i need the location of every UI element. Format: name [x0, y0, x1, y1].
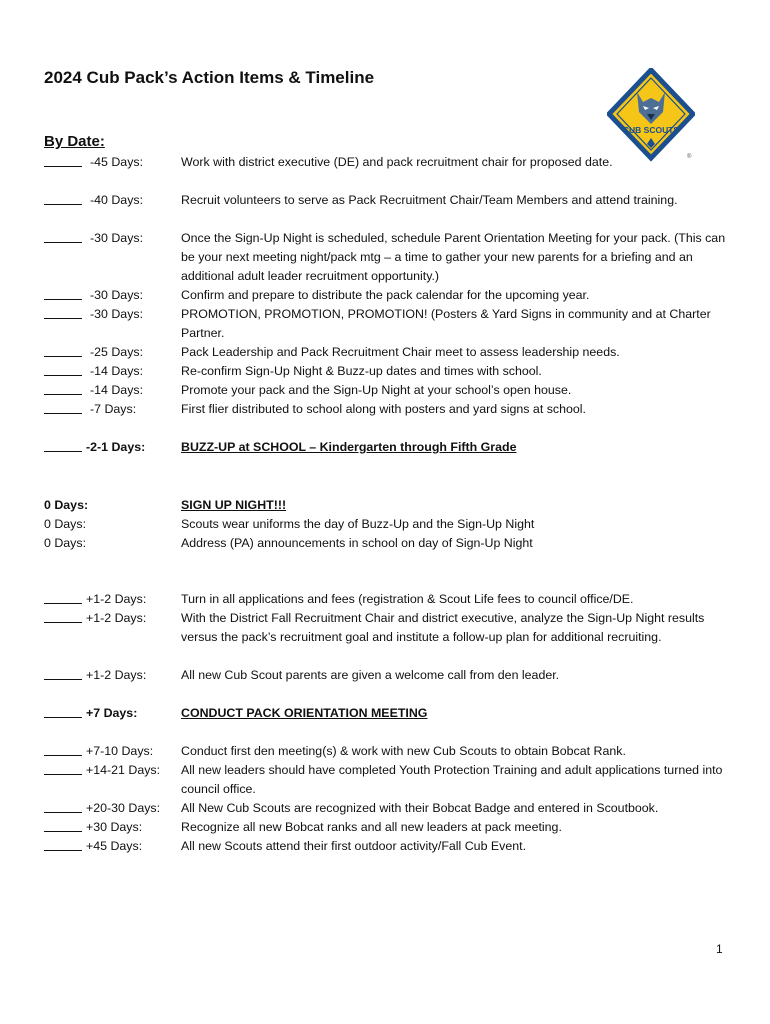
checkbox-blank-line [44, 704, 82, 718]
timeline-description: BUZZ-UP at SCHOOL – Kindergarten through Fifth Grade [181, 440, 517, 454]
timeline-description: Recruit volunteers to serve as Pack Recruitment Chair/Team Members and attend training. [181, 193, 678, 207]
timeline-days: 0 Days: [44, 498, 89, 512]
timeline-description: Re-confirm Sign-Up Night & Buzz-up dates and times with school. [181, 364, 542, 378]
timeline-days: -2-1 Days: [86, 440, 146, 454]
timeline-days: 0 Days: [44, 536, 87, 550]
checkbox-blank-line [44, 818, 82, 832]
timeline-description: PROMOTION, PROMOTION, PROMOTION! (Posters & Yard Signs in community and at Charter Partner. [181, 307, 711, 340]
checkbox-blank-line [44, 153, 82, 167]
timeline-days: -25 Days: [90, 345, 144, 359]
checkbox-blank-line [44, 609, 82, 623]
timeline-description: All New Cub Scouts are recognized with their Bobcat Badge and entered in Scoutbook. [181, 801, 659, 815]
timeline-days: -14 Days: [90, 383, 144, 397]
timeline-description: Confirm and prepare to distribute the pack calendar for the upcoming year. [181, 288, 590, 302]
timeline-description: All new leaders should have completed Youth Protection Training and adult applications turned into council office. [181, 763, 723, 796]
checkbox-blank-line [44, 742, 82, 756]
checkbox-blank-line [44, 191, 82, 205]
timeline-days: +1-2 Days: [86, 611, 147, 625]
timeline-days: +20-30 Days: [86, 801, 161, 815]
timeline-description: Conduct first den meeting(s) & work with new Cub Scouts to obtain Bobcat Rank. [181, 744, 626, 758]
timeline-description: All new Scouts attend their first outdoor activity/Fall Cub Event. [181, 839, 527, 853]
timeline-description: Once the Sign-Up Night is scheduled, schedule Parent Orientation Meeting for your pack. (This can be your next meeting night/pack mtg – a time to gather your new parents for a briefing and an additional adult leader recruitment opportunity.) [181, 231, 726, 283]
checkbox-blank-line [44, 837, 82, 851]
timeline-days: +45 Days: [86, 839, 143, 853]
timeline-days: 0 Days: [44, 517, 87, 531]
timeline-description: All new Cub Scout parents are given a welcome call from den leader. [181, 668, 560, 682]
timeline-days: -30 Days: [90, 231, 144, 245]
timeline-description: SIGN UP NIGHT!!! [181, 498, 287, 512]
timeline-description: Turn in all applications and fees (registration & Scout Life fees to council office/DE. [181, 592, 634, 606]
timeline-days: -30 Days: [90, 307, 144, 321]
timeline-days: +7-10 Days: [86, 744, 154, 758]
timeline-days: -14 Days: [90, 364, 144, 378]
timeline-description: Work with district executive (DE) and pack recruitment chair for proposed date. [181, 155, 613, 169]
timeline-days: +30 Days: [86, 820, 143, 834]
timeline-description: Scouts wear uniforms the day of Buzz-Up and the Sign-Up Night [181, 517, 535, 531]
checkbox-blank-line [44, 305, 82, 319]
checkbox-blank-line [44, 590, 82, 604]
timeline-description: Promote your pack and the Sign-Up Night at your school’s open house. [181, 383, 572, 397]
checkbox-blank-line [44, 362, 82, 376]
checkbox-blank-line [44, 286, 82, 300]
page-number: 1 [716, 942, 723, 956]
logo-wordmark: CUB SCOUTS [622, 125, 680, 135]
timeline-days: +14-21 Days: [86, 763, 161, 777]
checkbox-blank-line [44, 381, 82, 395]
timeline-description: First flier distributed to school along with posters and yard signs at school. [181, 402, 586, 416]
timeline-days: +7 Days: [86, 706, 138, 720]
checkbox-blank-line [44, 799, 82, 813]
timeline-description: Address (PA) announcements in school on day of Sign-Up Night [181, 536, 533, 550]
timeline-days: -30 Days: [90, 288, 144, 302]
checkbox-blank-line [44, 666, 82, 680]
svg-text:®: ® [687, 154, 692, 160]
timeline-days: -7 Days: [90, 402, 137, 416]
checkbox-blank-line [44, 229, 82, 243]
section-heading: By Date: [44, 133, 105, 150]
timeline-description: Recognize all new Bobcat ranks and all new leaders at pack meeting. [181, 820, 562, 834]
timeline-days: +1-2 Days: [86, 668, 147, 682]
timeline-description: Pack Leadership and Pack Recruitment Chair meet to assess leadership needs. [181, 345, 620, 359]
timeline-days: -40 Days: [90, 193, 144, 207]
checkbox-blank-line [44, 400, 82, 414]
checkbox-blank-line [44, 761, 82, 775]
page-title: 2024 Cub Pack’s Action Items & Timeline [44, 68, 375, 87]
timeline-days: +1-2 Days: [86, 592, 147, 606]
checkbox-blank-line [44, 438, 82, 452]
checkbox-blank-line [44, 343, 82, 357]
timeline-description: CONDUCT PACK ORIENTATION MEETING [181, 706, 428, 720]
timeline-description: With the District Fall Recruitment Chair and district executive, analyze the Sign-Up Night results versus the pack’s recruitment goal and institute a follow-up plan for additional recruiting. [181, 611, 705, 644]
timeline-days: -45 Days: [90, 155, 144, 169]
